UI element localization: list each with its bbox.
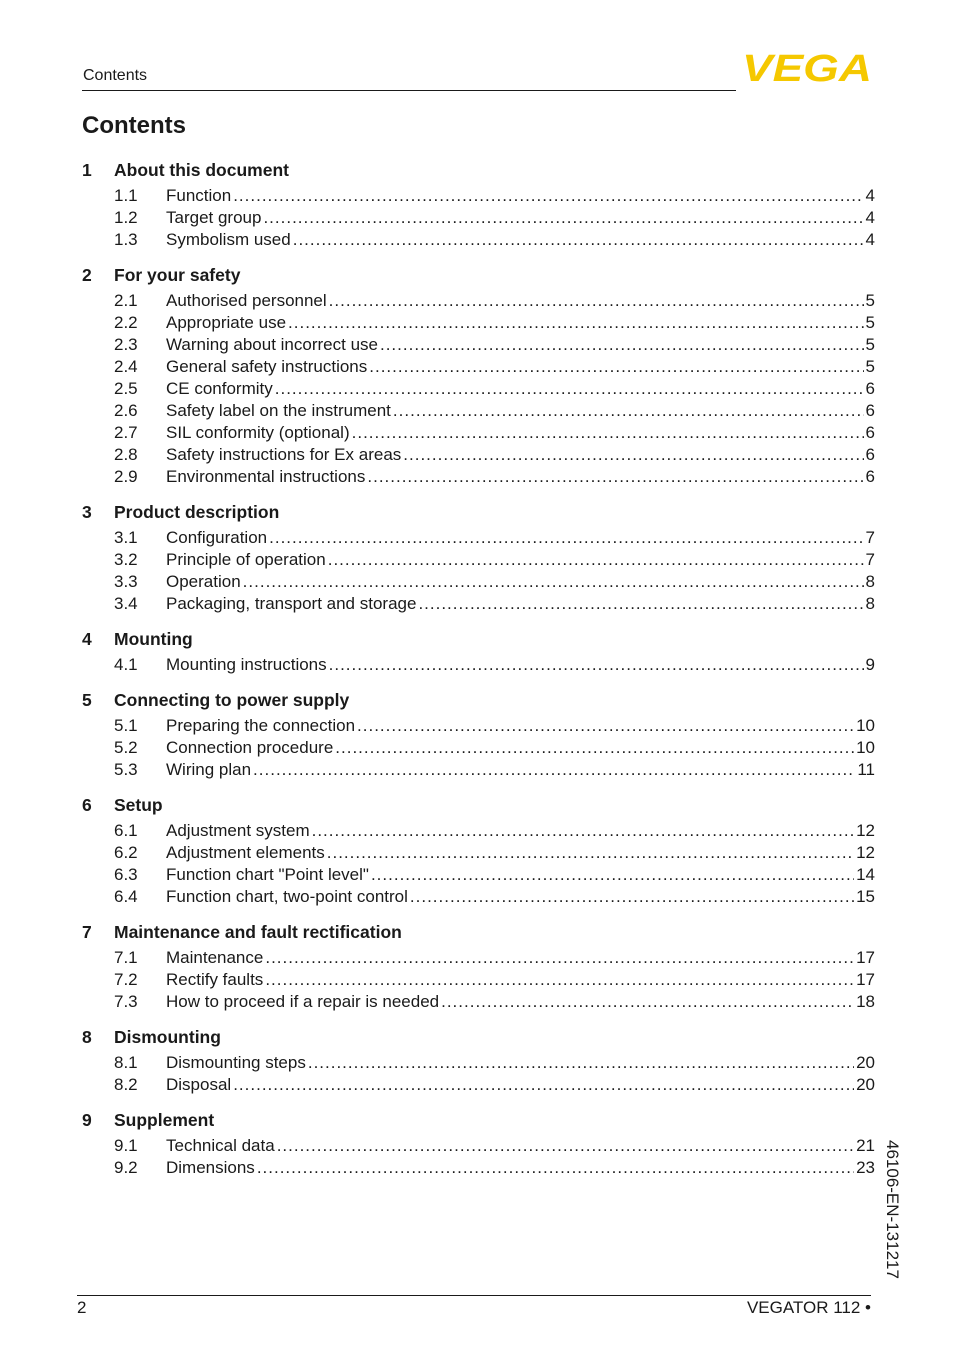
entry-title: Wiring plan [166,760,252,779]
entry-number: 2.4 [114,357,138,376]
header-label: Contents [83,67,148,84]
toc-section [82,500,875,615]
entry-page-number: 6 [865,445,875,464]
section-number: 1 [82,160,92,180]
entry-number: 1.1 [114,186,138,205]
entry-title: Environmental instructions [166,467,366,486]
section-title: Connecting to power supply [114,690,350,710]
section-number: 5 [82,690,92,710]
entry-page-number: 4 [865,186,875,205]
document-code: 46106-EN-131217 [883,1140,902,1279]
entry-title: Connection procedure [166,738,334,757]
dot-leader [380,334,864,356]
entry-number: 2.9 [114,467,138,486]
toc-section-heading[interactable] [82,1108,875,1132]
entry-page-number: 23 [856,1158,875,1177]
toc-section-heading[interactable] [82,688,875,712]
toc-entry[interactable] [82,886,875,908]
entry-title: Dismounting steps [166,1053,306,1072]
section-number: 9 [82,1110,92,1130]
footer-page-number: 2 [77,1298,87,1317]
section-number: 2 [82,265,92,285]
dot-leader [327,842,854,864]
entry-page-number: 18 [856,992,875,1011]
entry-page-number: 11 [857,760,875,779]
section-title: Product description [114,502,280,522]
entry-page-number: 10 [856,738,875,757]
toc-section [82,158,875,251]
dot-leader [369,356,863,378]
section-number: 4 [82,629,92,649]
dot-leader [288,312,864,334]
entry-number: 1.2 [114,208,138,227]
dot-leader [418,593,863,615]
entry-number: 2.3 [114,335,138,354]
entry-number: 6.2 [114,843,138,862]
toc-section [82,688,875,781]
entry-title: Dimensions [166,1158,255,1177]
dot-leader [243,571,864,593]
toc-section-heading[interactable] [82,158,875,182]
toc-entry[interactable] [82,593,875,615]
entry-page-number: 15 [856,887,875,906]
entry-number: 7.1 [114,948,138,967]
toc-entry[interactable] [82,991,875,1013]
entry-title: Adjustment system [166,821,310,840]
entry-number: 6.1 [114,821,138,840]
entry-number: 2.2 [114,313,138,332]
toc-section [82,1108,875,1179]
dot-leader [357,715,854,737]
entry-number: 2.8 [114,445,138,464]
dot-leader [253,759,855,781]
section-title: Setup [114,795,163,815]
toc-entry[interactable] [82,737,875,759]
entry-title: Authorised personnel [166,291,327,310]
toc-entry[interactable] [82,378,875,400]
toc-section [82,1025,875,1096]
dot-leader [371,864,854,886]
dot-leader [393,400,864,422]
toc-entry[interactable] [82,759,875,781]
entry-title: Disposal [166,1075,232,1094]
toc-entry[interactable] [82,422,875,444]
section-title: For your safety [114,265,241,285]
entry-number: 5.3 [114,760,138,779]
page-title: Contents [82,112,186,139]
dot-leader [329,654,864,676]
entry-title: Mounting instructions [166,655,327,674]
entry-page-number: 12 [856,821,875,840]
entry-title: SIL conformity (optional) [166,423,350,442]
entry-page-number: 6 [865,467,875,486]
entry-title: Function chart "Point level" [166,865,369,884]
entry-number: 8.1 [114,1053,138,1072]
entry-page-number: 7 [865,528,875,547]
footer-rule [77,1295,871,1296]
entry-page-number: 6 [865,379,875,398]
toc-entry[interactable] [82,466,875,488]
entry-page-number: 20 [856,1053,875,1072]
toc-entry[interactable] [82,444,875,466]
toc-entry[interactable] [82,549,875,571]
section-title: Supplement [114,1110,215,1130]
toc-section-heading[interactable] [82,1025,875,1049]
entry-title: General safety instructions [166,357,368,376]
toc-entry[interactable] [82,715,875,737]
entry-title: Symbolism used [166,230,291,249]
toc-entry[interactable] [82,1052,875,1074]
toc-entry[interactable] [82,842,875,864]
entry-page-number: 20 [856,1075,875,1094]
section-title: Dismounting [114,1027,221,1047]
entry-number: 3.3 [114,572,138,591]
dot-leader [308,1052,854,1074]
section-number: 6 [82,795,92,815]
entry-title: Safety label on the instrument [166,401,391,420]
dot-leader [441,991,854,1013]
vega-logo-text: VEGA [742,50,872,84]
dot-leader [233,1074,854,1096]
entry-title: Adjustment elements [166,843,325,862]
toc-section-heading[interactable] [82,263,875,287]
toc-section [82,920,875,1013]
entry-page-number: 4 [865,230,875,249]
entry-title: Operation [166,572,241,591]
vega-logo [742,50,874,84]
toc-section-heading[interactable] [82,627,875,651]
toc-section-heading[interactable] [82,500,875,524]
entry-number: 6.4 [114,887,138,906]
dot-leader [293,229,864,251]
entry-title: Warning about incorrect use [166,335,378,354]
entry-title: Function [166,186,232,205]
entry-number: 3.4 [114,594,138,613]
entry-page-number: 10 [856,716,875,735]
dot-leader [265,969,854,991]
entry-title: Configuration [166,528,268,547]
entry-title: Maintenance [166,948,264,967]
toc-entry[interactable] [82,312,875,334]
entry-number: 7.2 [114,970,138,989]
entry-number: 3.1 [114,528,138,547]
dot-leader [335,737,854,759]
toc-entry[interactable] [82,1157,875,1179]
entry-number: 7.3 [114,992,138,1011]
entry-number: 1.3 [114,230,138,249]
toc-entry[interactable] [82,185,875,207]
entry-number: 8.2 [114,1075,138,1094]
dot-leader [233,185,863,207]
footer-product: VEGATOR 112 • [746,1298,871,1317]
toc-entry[interactable] [82,864,875,886]
toc-section-heading[interactable] [82,920,875,944]
entry-page-number: 5 [865,313,875,332]
entry-number: 2.6 [114,401,138,420]
toc-section-heading[interactable] [82,793,875,817]
entry-page-number: 6 [865,423,875,442]
entry-number: 3.2 [114,550,138,569]
dot-leader [275,378,864,400]
entry-page-number: 5 [865,335,875,354]
section-title: About this document [114,160,289,180]
dot-leader [265,947,854,969]
dot-leader [329,290,864,312]
section-number: 8 [82,1027,92,1047]
entry-number: 9.1 [114,1136,138,1155]
dot-leader [269,527,863,549]
toc-entry[interactable] [82,229,875,251]
entry-title: Appropriate use [166,313,287,332]
entry-page-number: 17 [856,948,875,967]
section-number: 3 [82,502,92,522]
entry-page-number: 14 [856,865,875,884]
entry-title: Safety instructions for Ex areas [166,445,402,464]
entry-number: 6.3 [114,865,138,884]
toc-section [82,263,875,488]
entry-number: 9.2 [114,1158,138,1177]
toc-entry[interactable] [82,820,875,842]
entry-page-number: 17 [856,970,875,989]
dot-leader [328,549,864,571]
dot-leader [367,466,863,488]
entry-page-number: 7 [865,550,875,569]
dot-leader [263,207,863,229]
entry-page-number: 5 [865,357,875,376]
entry-title: Function chart, two-point control [166,887,408,906]
entry-page-number: 6 [865,401,875,420]
table-of-contents [82,158,875,1191]
entry-page-number: 9 [865,655,875,674]
entry-page-number: 8 [865,594,875,613]
dot-leader [352,422,864,444]
entry-page-number: 8 [865,572,875,591]
toc-entry[interactable] [82,334,875,356]
section-title: Maintenance and fault rectification [114,922,402,942]
toc-entry[interactable] [82,290,875,312]
section-title: Mounting [114,629,193,649]
toc-entry[interactable] [82,571,875,593]
entry-page-number: 21 [856,1136,875,1155]
entry-number: 4.1 [114,655,138,674]
entry-page-number: 5 [865,291,875,310]
dot-leader [410,886,854,908]
toc-entry[interactable] [82,969,875,991]
entry-page-number: 4 [865,208,875,227]
toc-entry[interactable] [82,207,875,229]
entry-number: 5.1 [114,716,138,735]
dot-leader [277,1135,854,1157]
entry-title: Principle of operation [166,550,326,569]
toc-entry[interactable] [82,1135,875,1157]
toc-entry[interactable] [82,654,875,676]
toc-entry[interactable] [82,356,875,378]
entry-number: 2.7 [114,423,138,442]
section-number: 7 [82,922,92,942]
entry-page-number: 12 [856,843,875,862]
entry-title: Packaging, transport and storage [166,594,417,613]
entry-number: 5.2 [114,738,138,757]
entry-number: 2.1 [114,291,138,310]
entry-title: How to proceed if a repair is needed [166,992,440,1011]
header-rule [82,90,736,91]
toc-section [82,627,875,676]
toc-entry[interactable] [82,400,875,422]
entry-number: 2.5 [114,379,138,398]
toc-entry[interactable] [82,1074,875,1096]
dot-leader [403,444,863,466]
toc-entry[interactable] [82,527,875,549]
dot-leader [257,1157,854,1179]
entry-title: Technical data [166,1136,275,1155]
toc-section [82,793,875,908]
entry-title: Rectify faults [166,970,264,989]
entry-title: Target group [166,208,262,227]
entry-title: CE conformity [166,379,273,398]
dot-leader [312,820,854,842]
toc-entry[interactable] [82,947,875,969]
entry-title: Preparing the connection [166,716,356,735]
